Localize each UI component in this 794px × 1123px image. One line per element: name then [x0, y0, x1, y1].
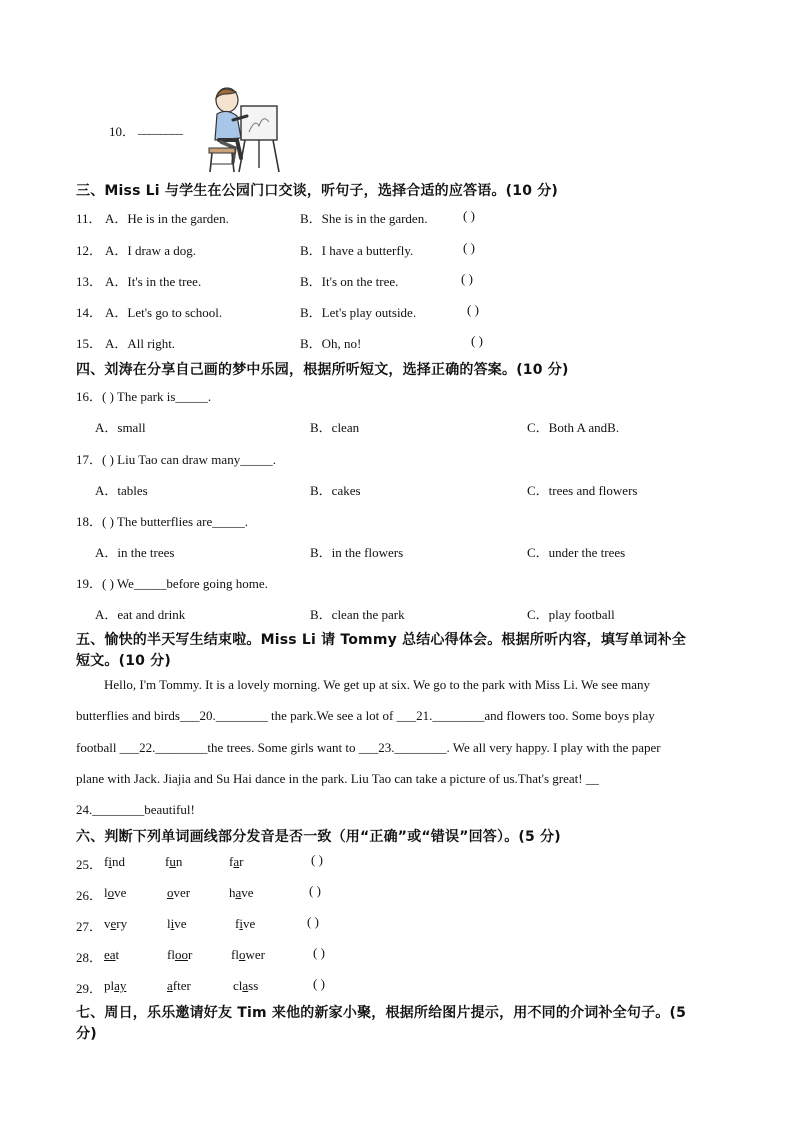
- q11-answer-paren[interactable]: ( ): [463, 208, 475, 223]
- q13-num: 13．: [76, 274, 103, 289]
- q19-option-a[interactable]: A．eat and drink: [95, 607, 186, 622]
- q13-option-a[interactable]: A．It's in the tree.: [105, 274, 202, 289]
- section5-title-line2: 短文。(10 分): [76, 653, 171, 669]
- passage-line-5[interactable]: 24.________beautiful!: [76, 802, 195, 817]
- q28-num: 28．: [76, 950, 103, 965]
- section7-title-line1: 七、周日，乐乐邀请好友 Tim 来他的新家小聚，根据所给图片提示，用不同的介词补全句子。(5: [76, 1005, 687, 1021]
- q26-answer-paren[interactable]: ( ): [309, 883, 321, 898]
- passage-line-4[interactable]: plane with Jack. Jiajia and Su Hai dance in the park. Liu Tao can take a picture of us.That's great! __: [76, 771, 599, 786]
- q27-word-2: live: [167, 916, 187, 931]
- q13-answer-paren[interactable]: ( ): [461, 271, 473, 286]
- q29-answer-paren[interactable]: ( ): [313, 976, 325, 991]
- section6-title: 六、判断下列单词画线部分发音是否一致（用“正确”或“错误”回答）。(5 分): [76, 829, 561, 845]
- q13-option-b[interactable]: B．It's on the tree.: [300, 274, 399, 289]
- q18-option-c[interactable]: C．under the trees: [527, 545, 626, 560]
- q12-answer-paren[interactable]: ( ): [463, 240, 475, 255]
- q11-option-a[interactable]: A．He is in the garden.: [105, 211, 229, 226]
- q19-stem[interactable]: 19．( ) We_____before going home.: [76, 576, 268, 591]
- q14-option-b[interactable]: B．Let's play outside.: [300, 305, 417, 320]
- q16-stem[interactable]: 16．( ) The park is_____.: [76, 389, 212, 404]
- q28-word-3: flower: [231, 947, 265, 962]
- q25-word-2: fun: [165, 854, 183, 869]
- q11-num: 11．: [76, 211, 102, 226]
- q26-word-2: over: [167, 885, 191, 900]
- q10-label: 10．: [109, 124, 136, 139]
- q29-word-1: play: [104, 978, 127, 993]
- q12-option-a[interactable]: A．I draw a dog.: [105, 243, 196, 258]
- q29-num: 29．: [76, 981, 103, 996]
- q27-answer-paren[interactable]: ( ): [307, 914, 319, 929]
- q17-stem[interactable]: 17．( ) Liu Tao can draw many_____.: [76, 452, 276, 467]
- q12-option-b[interactable]: B．I have a butterfly.: [300, 243, 414, 258]
- passage-line-1: Hello, I'm Tommy. It is a lovely morning. We get up at six. We go to the park with Miss Li. We see many: [104, 677, 651, 692]
- q16-option-a[interactable]: A．small: [95, 420, 146, 435]
- q25-num: 25．: [76, 857, 103, 872]
- section5-title-line1: 五、愉快的半天写生结束啦。Miss Li 请 Tommy 总结心得体会。根据所听内容，填写单词补全: [76, 632, 687, 648]
- q16-option-b[interactable]: B．clean: [310, 420, 360, 435]
- q26-num: 26．: [76, 888, 103, 903]
- q26-word-3: have: [229, 885, 254, 900]
- section3-title: 三、Miss Li 与学生在公园门口交谈，听句子，选择合适的应答语。(10 分): [76, 183, 559, 199]
- q17-option-b[interactable]: B．cakes: [310, 483, 361, 498]
- q25-word-1: find: [104, 854, 125, 869]
- q10-blank[interactable]: ________: [138, 121, 182, 136]
- q12-num: 12．: [76, 243, 103, 258]
- q15-option-a[interactable]: A．All right.: [105, 336, 176, 351]
- q18-option-a[interactable]: A．in the trees: [95, 545, 175, 560]
- q18-stem[interactable]: 18．( ) The butterflies are_____.: [76, 514, 248, 529]
- section4-title: 四、刘涛在分享自己画的梦中乐园，根据所听短文，选择正确的答案。(10 分): [76, 362, 569, 378]
- q29-word-2: after: [167, 978, 191, 993]
- q27-word-3: five: [235, 916, 256, 931]
- q19-option-c[interactable]: C．play football: [527, 607, 615, 622]
- q17-option-a[interactable]: A．tables: [95, 483, 148, 498]
- q14-option-a[interactable]: A．Let's go to school.: [105, 305, 223, 320]
- q27-word-1: very: [104, 916, 128, 931]
- q25-word-3: far: [229, 854, 244, 869]
- q18-option-b[interactable]: B．in the flowers: [310, 545, 404, 560]
- boy-painting-picture: [205, 84, 283, 176]
- q19-option-b[interactable]: B．clean the park: [310, 607, 405, 622]
- q14-answer-paren[interactable]: ( ): [467, 302, 479, 317]
- q29-word-3: class: [233, 978, 259, 993]
- q28-answer-paren[interactable]: ( ): [313, 945, 325, 960]
- q28-word-1: eat: [104, 947, 120, 962]
- q27-num: 27．: [76, 919, 103, 934]
- passage-line-2[interactable]: butterflies and birds___20.________ the park.We see a lot of ___21.________and flowers too. Some boys play: [76, 708, 655, 723]
- q28-word-2: floor: [167, 947, 193, 962]
- q15-num: 15．: [76, 336, 103, 351]
- q11-option-b[interactable]: B．She is in the garden.: [300, 211, 428, 226]
- q17-option-c[interactable]: C．trees and flowers: [527, 483, 638, 498]
- q26-word-1: love: [104, 885, 127, 900]
- section7-title-line2: 分): [76, 1026, 97, 1042]
- q14-num: 14．: [76, 305, 103, 320]
- q15-answer-paren[interactable]: ( ): [471, 333, 483, 348]
- q25-answer-paren[interactable]: ( ): [311, 852, 323, 867]
- q16-option-c[interactable]: C．Both A andB.: [527, 420, 620, 435]
- q15-option-b[interactable]: B．Oh, no!: [300, 336, 362, 351]
- passage-line-3[interactable]: football ___22.________the trees. Some girls want to ___23.________. We all very happy. I play with the paper: [76, 740, 661, 755]
